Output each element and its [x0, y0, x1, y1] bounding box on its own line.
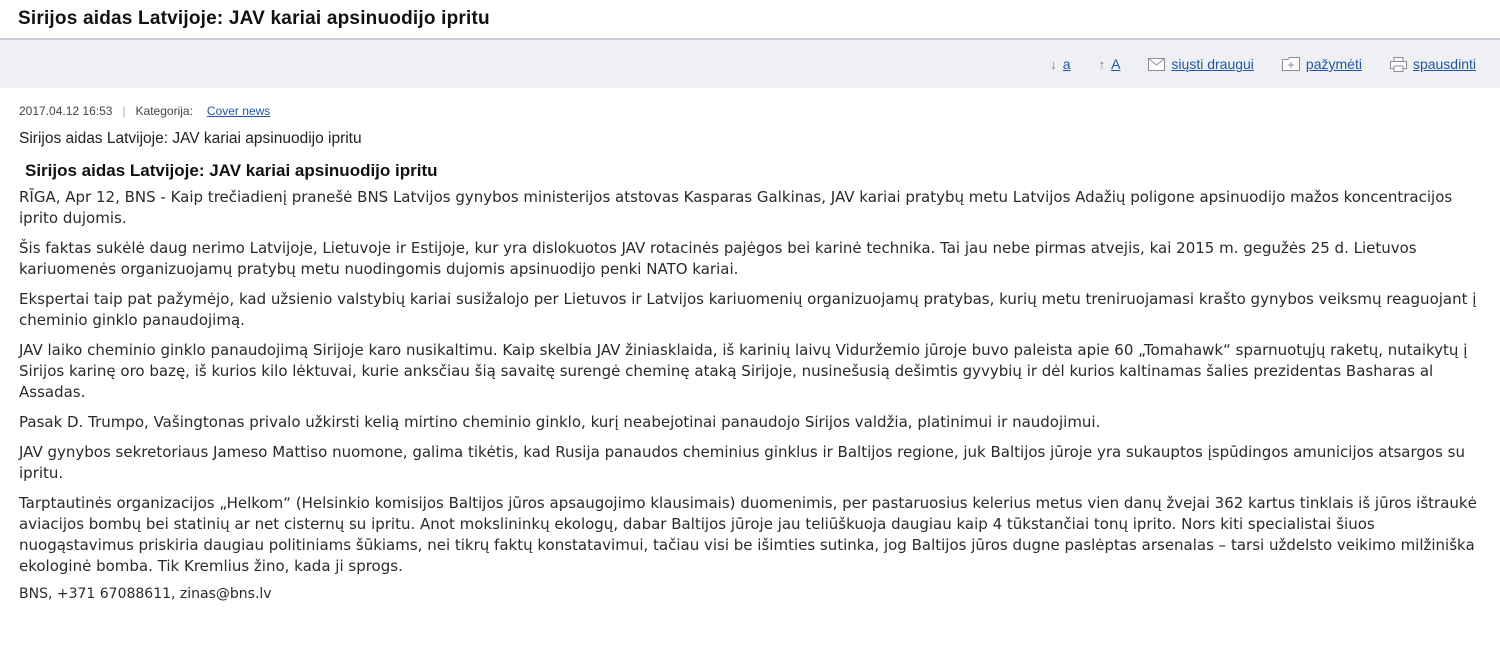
arrow-down-icon: ↓	[1050, 56, 1057, 72]
print-control[interactable]	[1390, 56, 1476, 72]
font-smaller-link[interactable]: a	[1062, 56, 1071, 72]
article-lead: Sirijos aidas Latvijoje: JAV kariai apsinuodijo ipritu	[19, 130, 362, 147]
article-paragraph: Tarptautinės organizacijos „Helkom“ (Helsinkio komisijos Baltijos jūros apsaugojimo klausimais) duomenimis, per pastaruosius kelerius metus vien danų žvejai 362 kartus tinklais iš jūros ištraukė aviacijos bombų bei statinių ar net cisternų su ipritu. Anot mokslininkų ekologų, dabar Baltijos jūroje jau teliūškuoja daugiau kaip 4 tūkstančiai tonų iprito. Nors kiti specialistai šiuos nuogąstavimus priskiria daugiau politiniams šūkiams, nei tikrų faktų konstatavimui, tačiau visi be išimties sutinka, jog Baltijos jūros dugne paslėptas arsenalas – tarsi uždelsto veikimo milžiniška ekologinė bomba. Tik Kremlius žino, kada ji sprogs.	[19, 494, 1477, 575]
article-body	[19, 187, 1480, 577]
folder-plus-icon	[1282, 57, 1300, 71]
printer-icon	[1390, 57, 1407, 72]
article-datetime: 2017.04.12 16:53	[19, 104, 113, 118]
article-paragraph: Ekspertai taip pat pažymėjo, kad užsienio valstybių kariai susižalojo per Lietuvos ir Latvijos kariuomenių organizuojamų pratybas, kurių metu treniruojamasi krašto gynybos veiksmų reaguojant į cheminio ginklo panaudojimą.	[19, 290, 1477, 329]
font-smaller-control[interactable]	[1050, 56, 1070, 72]
font-larger-control[interactable]	[1099, 56, 1121, 72]
category-label: Kategorija:	[135, 104, 193, 118]
article-paragraph: RĪGA, Apr 12, BNS - Kaip trečiadienį pranešė BNS Latvijos gynybos ministerijos atstovas Kasparas Galkinas, JAV kariai pratybų metu Latvijos Adažių poligone apsinuodijo mažos koncentracijos iprito dujomis.	[19, 188, 1453, 227]
article-paragraph: Pasak D. Trumpo, Vašingtonas privalo užkirsti kelią mirtino cheminio ginklo, kurį neabejotinai panaudojo Sirijos valdžia, platinimui ir naudojimui.	[19, 413, 1101, 431]
article-paragraph: JAV laiko cheminio ginklo panaudojimą Sirijoje karo nusikaltimu. Kaip skelbia JAV žiniasklaida, iš karinių laivų Viduržemio jūroje buvo paleista apie 60 „Tomahawk“ sparnuotųjų raketų, nutaikytų į Sirijos karinę oro bazę, iš kurios kilo lėktuvai, kurie anksčiau šią savaitę surengė cheminę ataką Sirijoje, nusinešusią dešimtis gyvybių ir dėl kurios kaltinamas šalies prezidentas Basharas al Assadas.	[19, 341, 1468, 401]
article-headline: Sirijos aidas Latvijoje: JAV kariai apsinuodijo ipritu	[25, 161, 438, 180]
font-larger-link[interactable]: A	[1111, 56, 1121, 72]
arrow-up-icon: ↑	[1098, 56, 1106, 72]
bookmark-link[interactable]: pažymėti	[1305, 56, 1362, 72]
article-paragraph: JAV gynybos sekretoriaus Jameso Mattiso nuomone, galima tikėtis, kad Rusija panaudos cheminius ginklus ir Baltijos regione, juk Baltijos jūroje yra sukauptos įspūdingos amunicijos atsargos su ipritu.	[19, 443, 1465, 482]
print-link[interactable]: spausdinti	[1412, 56, 1476, 72]
article-footer: BNS, +371 67088611, zinas@bns.lv	[19, 586, 272, 602]
bookmark-control[interactable]	[1282, 56, 1362, 72]
envelope-icon	[1148, 58, 1165, 71]
category-link[interactable]: Cover news	[206, 104, 271, 118]
send-to-friend-link[interactable]: siųsti draugui	[1171, 56, 1254, 72]
article-toolbar	[0, 40, 1500, 88]
page-title: Sirijos aidas Latvijoje: JAV kariai apsinuodijo ipritu	[18, 8, 490, 29]
article-paragraph: Šis faktas sukėlė daug nerimo Latvijoje, Lietuvoje ir Estijoje, kur yra dislokuotos JAV rotacinės pajėgos bei karinė technika. Tai jau nebe pirmas atvejis, kai 2015 m. gegužės 25 d. Lietuvos kariuomenės organizuojamų pratybų metu nuodingomis dujomis apsinuodijo penki NATO kariai.	[19, 239, 1417, 278]
send-to-friend-control[interactable]	[1148, 56, 1254, 72]
meta-separator: |	[122, 104, 126, 118]
title-bar	[0, 0, 1500, 40]
article-meta	[19, 104, 1500, 118]
